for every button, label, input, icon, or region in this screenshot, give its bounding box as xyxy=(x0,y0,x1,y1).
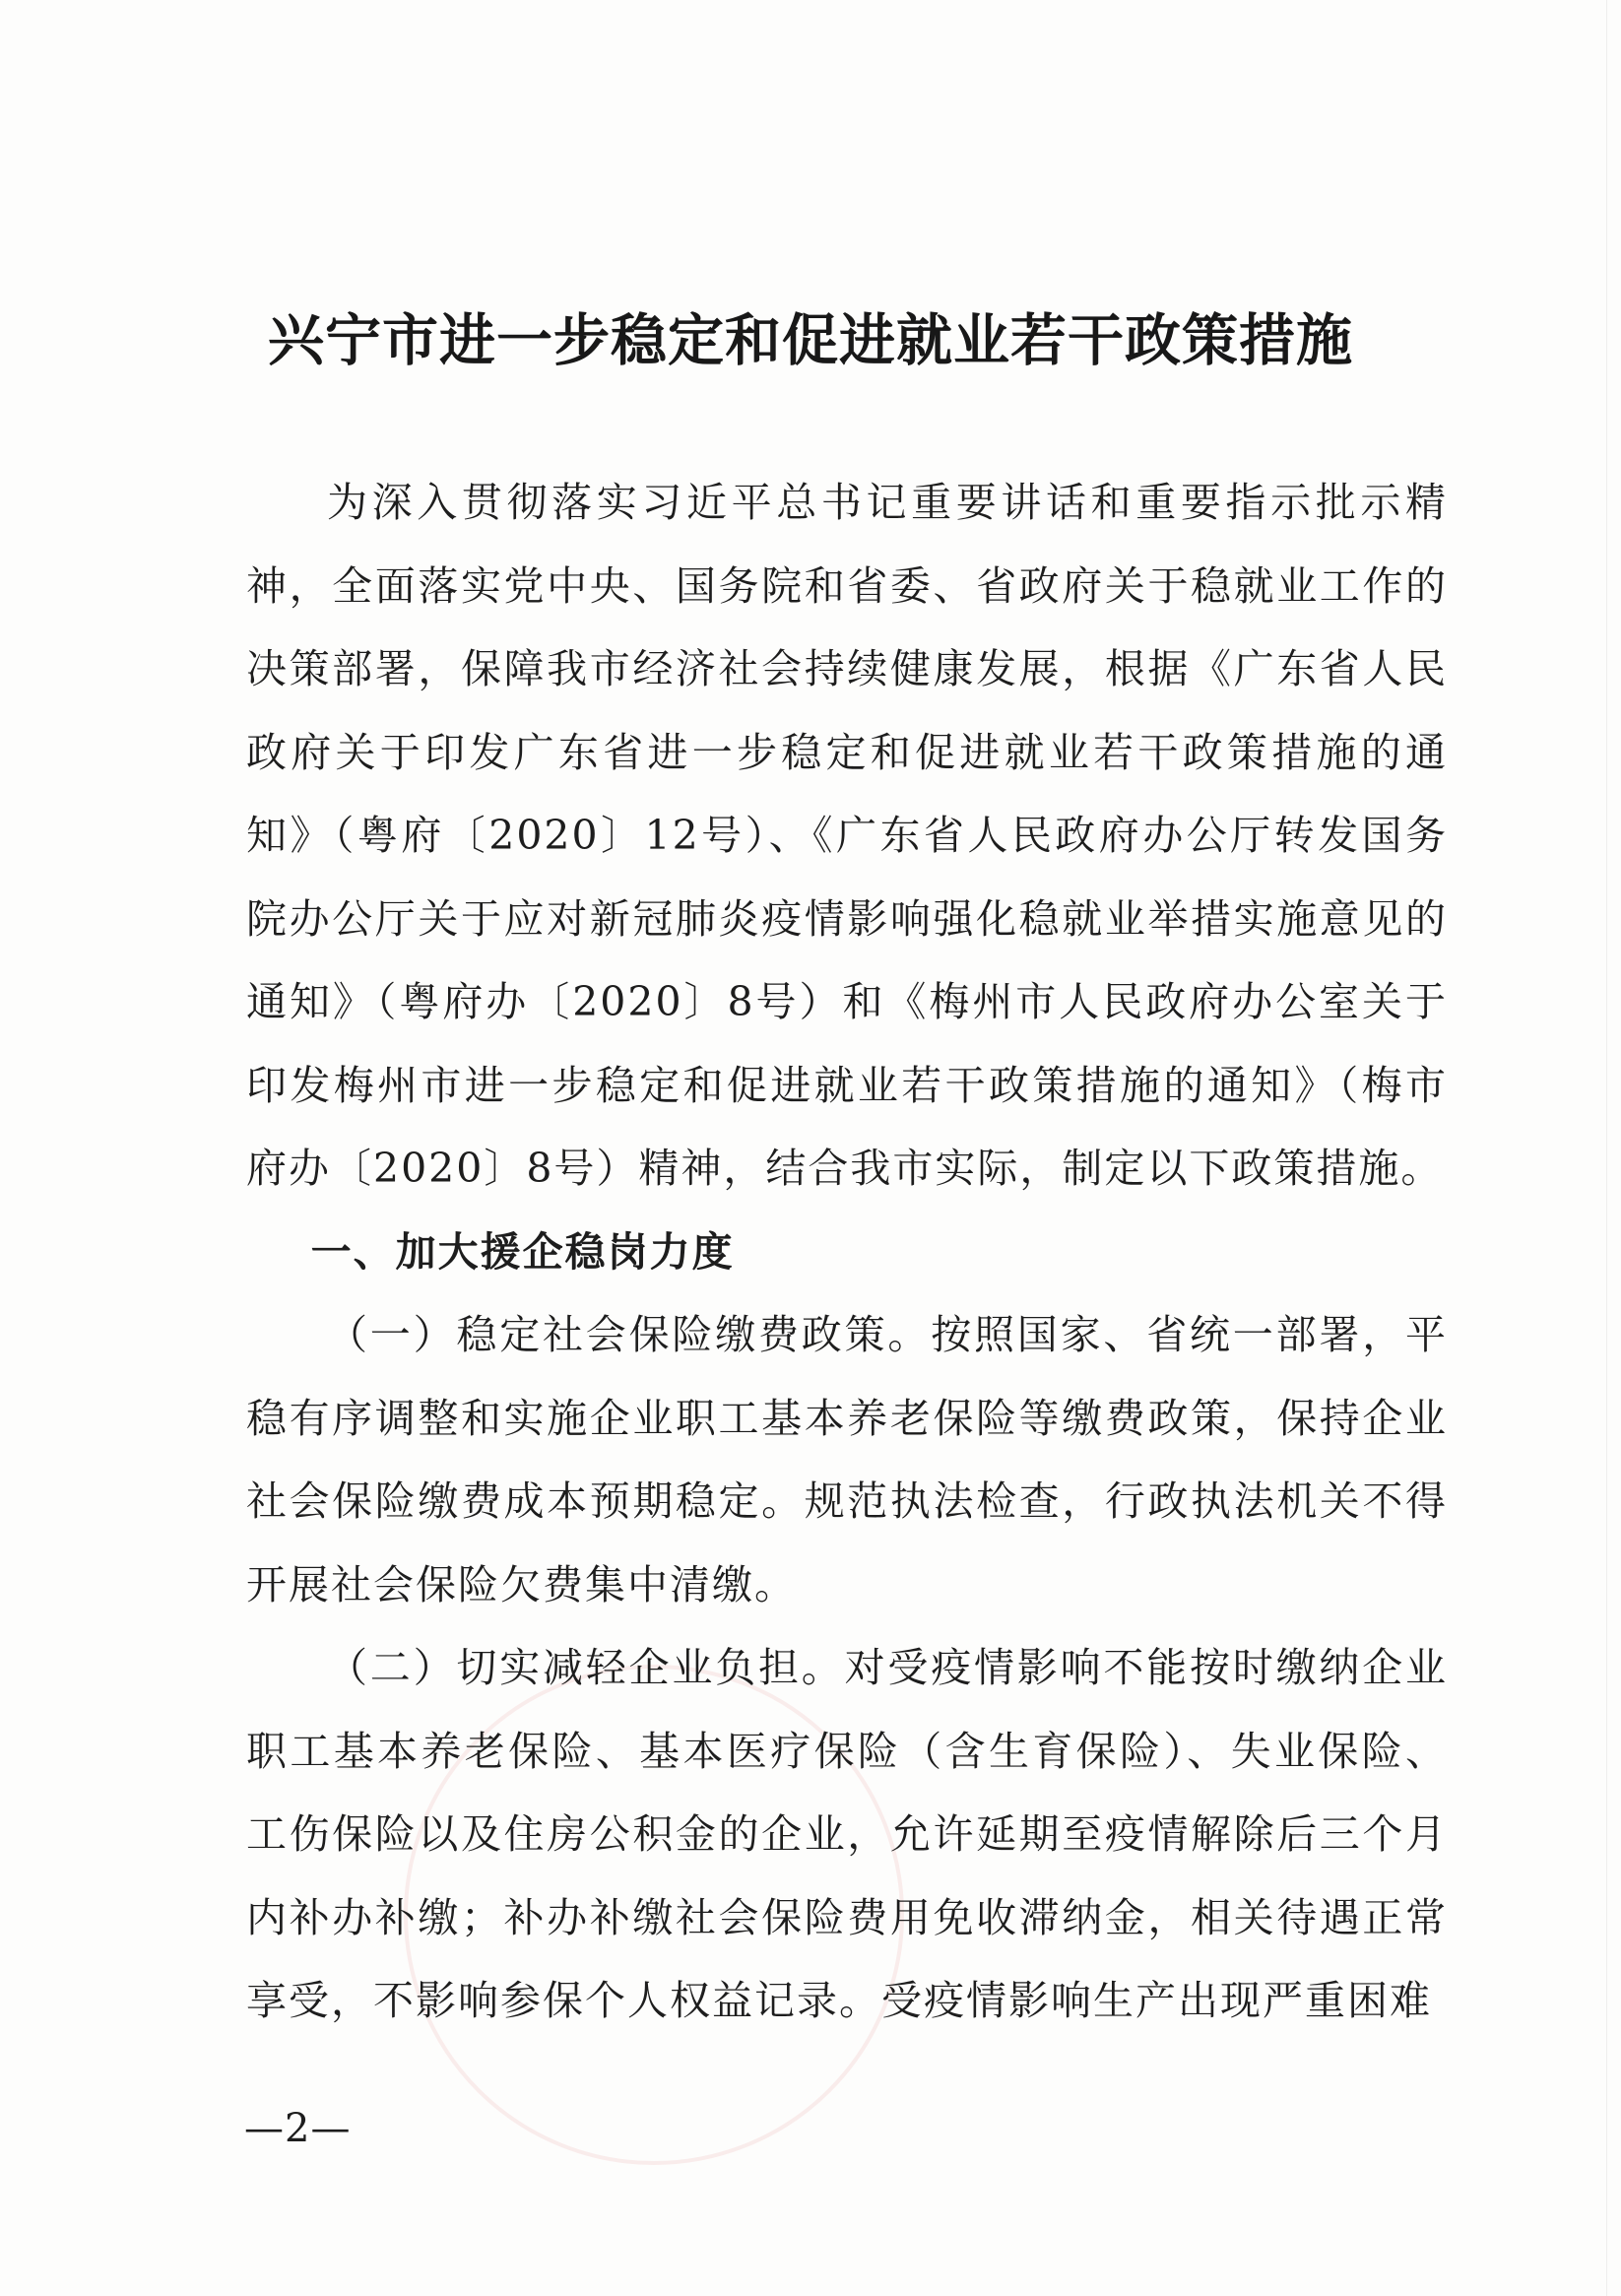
intro-paragraph: 为深入贯彻落实习近平总书记重要讲话和重要指示批示精神，全面落实党中央、国务院和省委、省政府关于稳就业工作的决策部署，保障我市经济社会持续健康发展，根据《广东省人民政府关于印发广东省进一步稳定和促进就业若干政策措施的通知》（粤府〔2020〕12号）、《广东省人民政府办公厅转发国务院办公厅关于应对新冠肺炎疫情影响强化稳就业举措实施意见的通知》（粤府办〔2020〕8号）和《梅州市人民政府办公室关于印发梅州市进一步稳定和促进就业若干政策措施的通知》（梅市府办〔2020〕8号）精神，结合我市实际，制定以下政策措施。 xyxy=(246,479,1448,1192)
document-title: 兴宁市进一步稳定和促进就业若干政策措施 xyxy=(268,308,1353,373)
section-heading: 一、加大援企稳岗力度 xyxy=(310,1227,735,1276)
document-body xyxy=(246,461,1448,2043)
item-2-paragraph: （二）切实减轻企业负担。对受疫情影响不能按时缴纳企业职工基本养老保险、基本医疗保险（含生育保险）、失业保险、工伤保险以及住房公积金的企业，允许延期至疫情解除后三个月内补办补缴；补办补缴社会保险费用免收滞纳金，相关待遇正常享受，不影响参保个人权益记录。受疫情影响生产出现严重困难 xyxy=(246,1644,1448,2024)
page-number: —2— xyxy=(244,2106,352,2151)
item-1-paragraph: （一）稳定社会保险缴费政策。按照国家、省统一部署，平稳有序调整和实施企业职工基本养老保险等缴费政策，保持企业社会保险缴费成本预期稳定。规范执法检查，行政执法机关不得开展社会保险欠费集中清缴。 xyxy=(246,1311,1448,1608)
